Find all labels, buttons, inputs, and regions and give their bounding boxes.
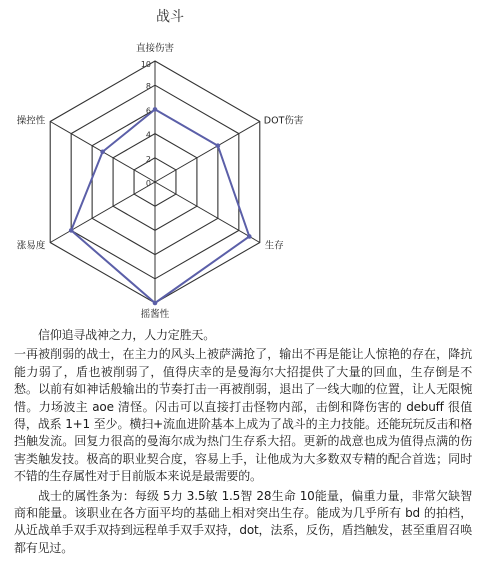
radar-chart bbox=[0, 0, 340, 320]
tick-label-8: 8 bbox=[145, 82, 151, 92]
series-polygon bbox=[71, 109, 249, 303]
tick-label-4: 4 bbox=[145, 130, 151, 140]
chart-title: 战斗 bbox=[156, 9, 184, 25]
tick-label-10: 10 bbox=[140, 60, 151, 69]
data-point-5 bbox=[100, 149, 105, 154]
radar-tick-labels bbox=[141, 60, 151, 188]
axis-label-3: 摇酱性 bbox=[140, 309, 170, 320]
axis-label-5: 操控性 bbox=[16, 115, 46, 127]
article-body bbox=[14, 327, 472, 557]
grid-spoke-4 bbox=[50, 182, 155, 243]
article-intro: 信仰追寻战神之力，人力定胜天。 bbox=[38, 328, 216, 342]
axis-label-1: DOT伤害 bbox=[263, 115, 304, 127]
data-point-1 bbox=[216, 143, 221, 148]
article-paragraph-1: 一再被削弱的战士，在主力的风头上被萨满抢了，输出不再是能让人惊艳的存在，降抗能力弱了，盾也被削弱了，值得庆幸的是曼海尔大招提供了大量的回血，生存倒是不愁。以前有如神话般输出的节奏打击一再被削弱，退出了一线大咖的位置，让人无限惋惜。力场波主 aoe 清怪。闪击可以直接打击怪物内部，击倒和降伤害的 debuff 很值得，战系 1+1 至少。横扫+流血进阶基本上成为了战斗的主力技能。还能玩玩反击和格挡触发流。回复力很高的曼海尔成为热门生存系大招。更新的战意也成为值得点满的伤害类触发技。极高的职业契合度，容易上手，让他成为大多数双专精的配合首选；同时不错的生存属性对于目前版本来说是最需要的。 bbox=[14, 347, 472, 484]
tick-label-0: 0 bbox=[145, 179, 151, 188]
radar-axis-labels bbox=[17, 42, 304, 320]
article-paragraph-2: 战士的属性条为：每级 5力 3.5敏 1.5智 28生命 10能量，偏重力量，非常欠缺智商和能量。该职业在各方面平均的基础上相对突出生存。能成为几乎所有 bd 的拍档，从近战单手双手双持到远程单手双手双持，dot，法系，反伤，盾挡触发，甚至重眉召唤都有见过。 bbox=[14, 488, 472, 555]
axis-label-0: 直接伤害 bbox=[135, 43, 175, 54]
grid-spoke-1 bbox=[155, 122, 260, 183]
radar-grid bbox=[50, 61, 260, 303]
tick-label-2: 2 bbox=[145, 154, 151, 164]
data-point-0 bbox=[153, 107, 158, 112]
axis-label-2: 生存 bbox=[264, 240, 284, 252]
tick-label-6: 6 bbox=[145, 106, 151, 116]
data-point-2 bbox=[247, 234, 252, 239]
axis-label-4: 涨易度 bbox=[16, 240, 46, 252]
grid-spoke-2 bbox=[155, 182, 260, 243]
data-point-4 bbox=[69, 228, 74, 233]
data-point-3 bbox=[153, 301, 158, 306]
